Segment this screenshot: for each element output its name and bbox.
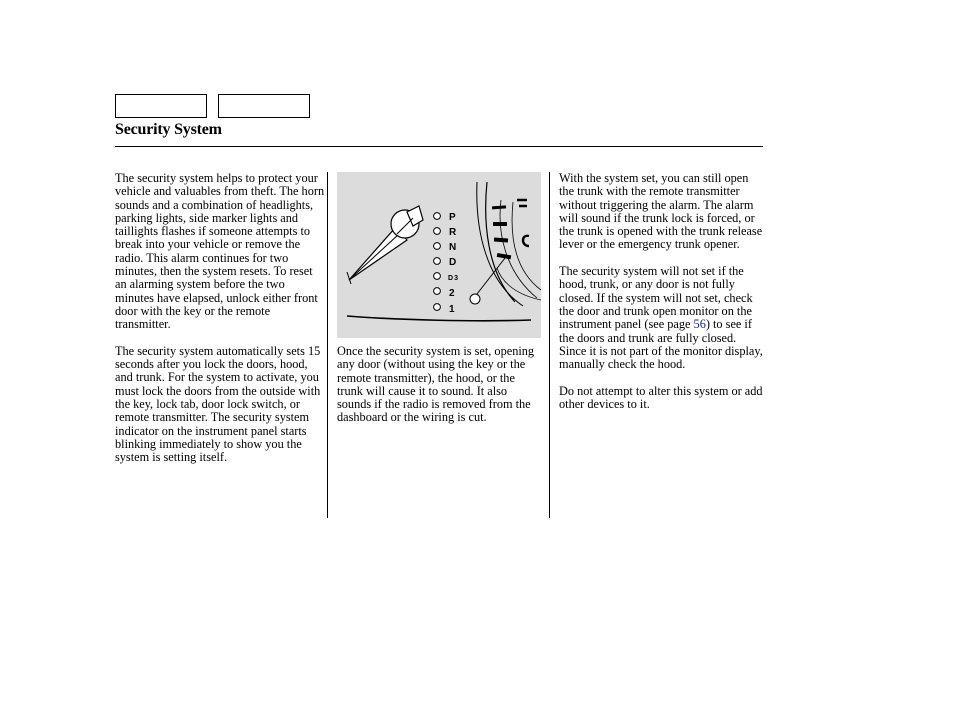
column-1 [115,172,325,478]
intro-paragraph: The security system helps to protect your vehicle and valuables from theft. The horn sounds and a combination of headlights, parking lights, side marker lights and taillights flashes if someone attempts to break into your vehicle or remove the radio. This alarm continues for two minutes, then the system resets. To reset an alarming system before the two minutes have elapsed, unlock either front door with the key or the remote transmitter. [115,171,325,332]
not-set-text-after: ) to see if the doors and trunk are fully closed. Since it is not part of the monitor display, manually check the hood. [559,317,763,372]
gear-lamps [434,213,441,311]
gear-label-2: 2 [449,288,455,299]
gear-label-n: N [449,242,457,253]
gear-label-1: 1 [449,304,455,315]
trunk-paragraph: With the system set, you can still open the trunk with the remote transmitter without triggering the alarm. The alarm will sound if the trunk lock is forced, or the trunk is opened with the trunk release lever or the emergency trunk opener. [559,171,763,252]
security-indicator-figure [337,172,541,338]
gear-label-d3 [448,275,458,282]
not-set-text-before: The security system will not set if the hood, trunk, or any door is not fully closed. If the system will not set, check the door and trunk open monitor on the instrument panel (see page [559,264,753,332]
column-2 [337,345,543,438]
page-56-link[interactable]: 56 [693,317,706,332]
gauge-dial-arcs [477,182,541,306]
column-divider-2 [549,172,550,518]
nav-button-2[interactable] [218,94,310,118]
column-divider-1 [327,172,328,518]
warning-paragraph: Do not attempt to alter this system or add other devices to it. [559,383,763,412]
gear-label-d3-letter: D [448,275,454,282]
gauge-needle-icon [347,206,423,284]
security-indicator-lamp [470,294,480,304]
title-divider [115,146,763,147]
gear-label-d3-subscript: 3 [454,275,458,282]
not-set-paragraph [559,265,765,371]
gauge-numeral-marks [517,200,529,246]
panel-edge [347,316,531,321]
gear-label-r: R [449,227,457,238]
alarm-trigger-paragraph: Once the security system is set, opening any door (without using the key or the remote transmitter), the hood, or the trunk will cause it to sound. It also sounds if the radio is removed from the dashboard or the wiring is cut. [337,344,535,425]
gear-label-d: D [449,257,457,268]
column-3 [559,172,765,425]
auto-set-paragraph: The security system automatically sets 15 seconds after you lock the doors, hood, and trunk. For the system to activate, you must lock the doors from the outside with the key, lock tab, door lock switch, or remote transmitter. The security system indicator on the instrument panel starts blinking immediately to show you the system is setting itself. [115,343,321,465]
gear-label-p: P [449,212,456,223]
nav-button-1[interactable] [115,94,207,118]
instrument-panel-illustration [337,172,541,338]
gauge-ticks [492,205,511,259]
page-title: Security System [115,121,222,138]
